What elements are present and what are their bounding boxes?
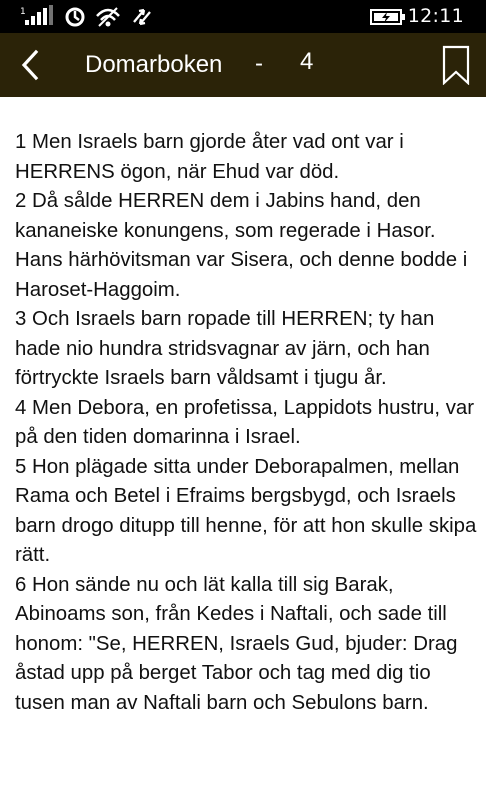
data-arrows-icon — [130, 6, 154, 32]
chapter-number[interactable]: 4 — [300, 48, 314, 75]
verse-text: Då sålde HERREN dem i Jabins hand, den kananeiske konungens, som regerade i Hasor. Hans härhövitsman var Sisera, och denne bodde i Haroset-Haggoim. — [15, 190, 468, 301]
verse-number: 3 — [15, 308, 27, 330]
verse-text: Men Israels barn gjorde åter vad ont var i HERRENS ögon, när Ehud var död. — [15, 131, 404, 183]
verse-list — [15, 128, 477, 718]
app-header — [0, 33, 486, 97]
battery-charging-icon — [370, 8, 406, 30]
back-button[interactable] — [8, 41, 52, 89]
verse — [15, 571, 477, 719]
book-title: Domarboken — [85, 51, 223, 78]
verse-text: Hon sände nu och lät kalla till sig Barak, Abinoams son, från Kedes i Naftali, och sade till honom: "Se, HERREN, Israels Gud, bjuder: Drag åstad upp på berget Tabor och tag med dig tio tusen man av Naftali barn och Sebulons barn. — [15, 573, 458, 714]
wifi-icon — [95, 6, 121, 32]
verse-number: 4 — [15, 396, 27, 419]
verse-number: 1 — [15, 131, 27, 153]
verse-text: Och Israels barn ropade till HERREN; ty han hade nio hundra stridsvagnar av järn, och han förtryckte Israels barn våldsamt i tjugu år. — [15, 308, 435, 389]
chapter-content[interactable] — [0, 97, 486, 739]
signal-bars-icon — [20, 5, 54, 31]
status-time: 12:11 — [407, 5, 464, 27]
verse — [15, 305, 477, 394]
bookmark-icon — [442, 45, 470, 85]
verse — [15, 128, 477, 187]
title-separator: - — [255, 50, 263, 77]
status-bar — [0, 0, 486, 33]
bookmark-button[interactable] — [436, 43, 476, 87]
verse-number: 2 — [15, 190, 27, 212]
verse-text: Men Debora, en profetissa, Lappidots hustru, var på den tiden domarinna i Israel. — [15, 396, 475, 448]
chevron-left-icon — [18, 49, 42, 81]
signal-sim-label: 1 — [20, 7, 26, 17]
verse-number: 5 — [15, 455, 27, 478]
verse — [15, 453, 477, 571]
sync-icon — [64, 6, 86, 32]
verse — [15, 394, 477, 453]
verse — [15, 187, 477, 305]
verse-number: 6 — [15, 573, 27, 596]
verse-text: Hon plägade sitta under Deborapalmen, mellan Rama och Betel i Efraims bergsbygd, och Israels barn drogo ditupp till henne, för att hon skulle skipa rätt. — [15, 455, 477, 566]
